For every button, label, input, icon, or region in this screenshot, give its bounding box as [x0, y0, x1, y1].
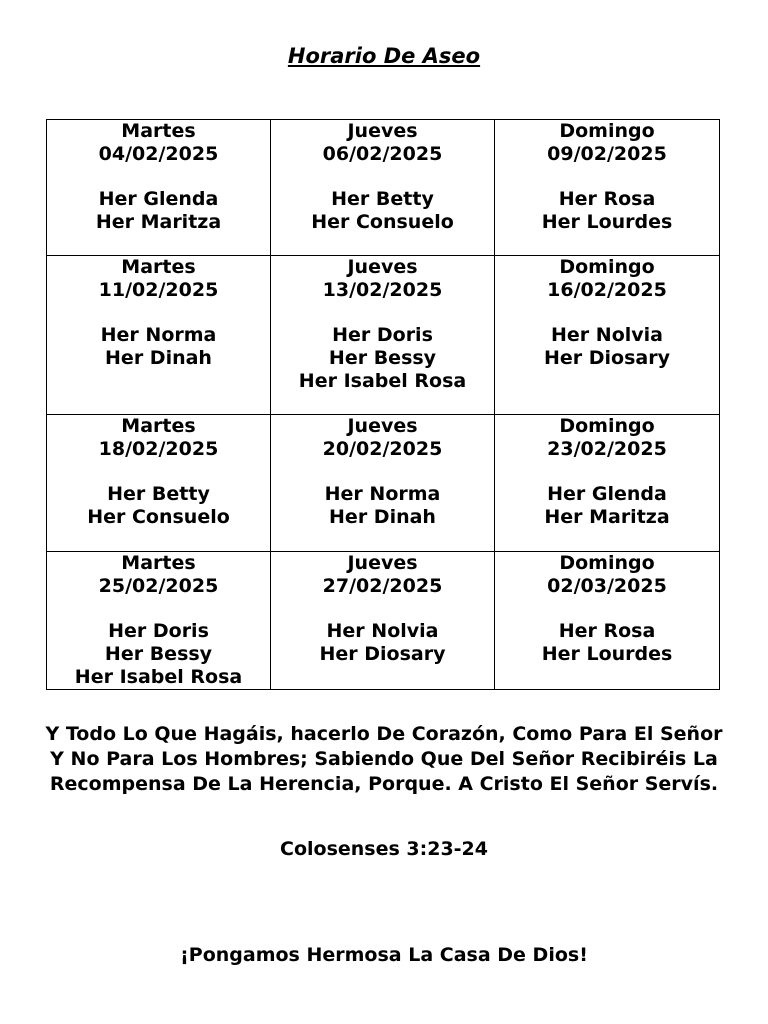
cell-date: 20/02/2025 [322, 437, 443, 460]
cell-name: Her Glenda [547, 483, 667, 506]
cell-name: Her Norma [100, 324, 217, 347]
cell-name: Her Consuelo [311, 211, 454, 234]
cell-name: Her Diosary [544, 347, 670, 370]
bible-verse: Y Todo Lo Que Hagáis, hacerlo De Corazón, Como Para El Señor Y No Para Los Hombres; Sabiendo Que Del Señor Recibiréis La Recompensa De La Herencia, Porque. A Cristo El Señor Servís. [45, 723, 723, 795]
cell-name: Her Glenda [98, 188, 219, 211]
cell-date: 09/02/2025 [547, 142, 667, 165]
cell-name: Her Dinah [105, 347, 212, 370]
cell-name: Her Rosa [558, 620, 656, 643]
cell-name: Her Consuelo [87, 506, 230, 529]
cell-day: Jueves [347, 552, 418, 574]
cell-date: 11/02/2025 [98, 278, 219, 301]
cell-date: 25/02/2025 [98, 574, 219, 597]
cell-date: 16/02/2025 [547, 278, 667, 301]
cell-day: Martes [121, 120, 196, 142]
table-cell [271, 256, 495, 415]
cell-day: Domingo [559, 256, 655, 278]
cell-name: Her Lourdes [541, 211, 673, 234]
cell-date: 02/03/2025 [547, 574, 667, 597]
cell-day: Jueves [347, 120, 418, 142]
schedule-table [46, 119, 720, 690]
cell-name: Her Norma [324, 483, 441, 506]
cell-day: Domingo [559, 552, 655, 574]
cell-name: Her Dinah [329, 506, 436, 529]
schedule-body [47, 120, 720, 690]
table-row [47, 256, 720, 415]
cell-date: 04/02/2025 [98, 142, 219, 165]
cell-name: Her Doris [108, 620, 209, 643]
table-row [47, 415, 720, 552]
cell-name: Her Lourdes [541, 643, 673, 666]
cell-name: Her Isabel Rosa [74, 665, 243, 688]
table-cell [271, 120, 495, 256]
table-row [47, 120, 720, 256]
cell-day: Domingo [559, 415, 655, 437]
cell-name: Her Diosary [319, 643, 446, 666]
table-cell [47, 120, 271, 256]
table-cell [47, 415, 271, 552]
cell-name: Her Rosa [558, 188, 656, 211]
cell-date: 06/02/2025 [322, 142, 443, 165]
cell-day: Martes [121, 552, 196, 574]
page-title: Horario De Aseo [287, 44, 481, 68]
cell-name: Her Betty [331, 188, 434, 211]
closing-message: ¡Pongamos Hermosa La Casa De Dios! [180, 944, 588, 966]
cell-day: Jueves [347, 256, 418, 278]
table-cell [495, 256, 720, 415]
table-cell [47, 552, 271, 690]
cell-date: 23/02/2025 [547, 437, 667, 460]
table-cell [271, 552, 495, 690]
cell-name: Her Nolvia [326, 620, 439, 643]
cell-day: Domingo [559, 120, 655, 142]
cell-date: 27/02/2025 [322, 574, 443, 597]
cell-name: Her Maritza [95, 211, 222, 234]
cell-date: 13/02/2025 [322, 278, 443, 301]
cell-day: Jueves [347, 415, 418, 437]
cell-name: Her Maritza [544, 506, 670, 529]
cell-name: Her Betty [107, 483, 210, 506]
cell-day: Martes [121, 415, 196, 437]
table-cell [47, 256, 271, 415]
cell-name: Her Isabel Rosa [298, 369, 467, 392]
table-row [47, 552, 720, 690]
cell-day: Martes [121, 256, 196, 278]
table-cell [495, 552, 720, 690]
table-cell [271, 415, 495, 552]
verse-reference: Colosenses 3:23-24 [280, 838, 488, 860]
table-cell [495, 415, 720, 552]
table-cell [495, 120, 720, 256]
cell-date: 18/02/2025 [98, 437, 219, 460]
cell-name: Her Nolvia [551, 324, 663, 347]
cell-name: Her Doris [332, 324, 433, 347]
cell-name: Her Bessy [104, 643, 213, 666]
cell-name: Her Bessy [328, 347, 437, 370]
